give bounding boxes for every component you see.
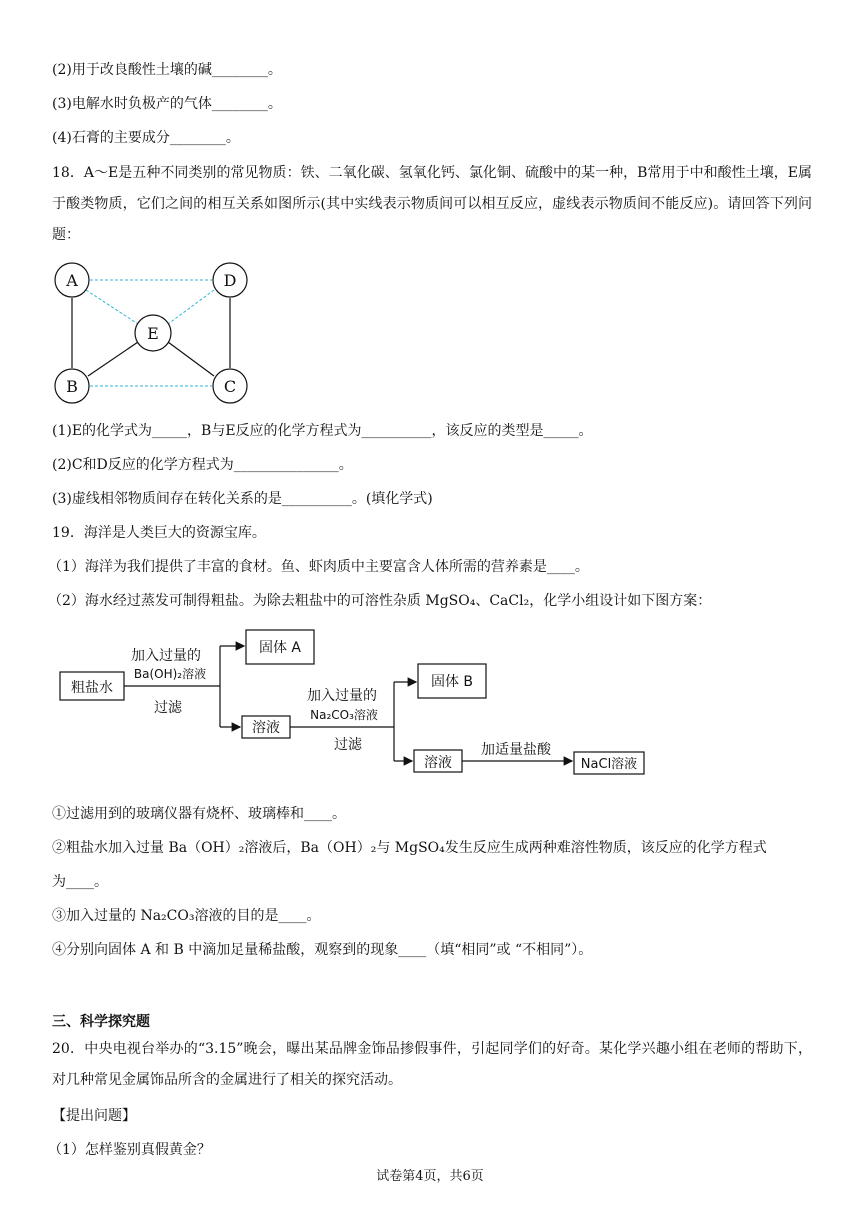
node-d-label: D — [223, 271, 237, 290]
q17-item-4: (4)石膏的主要成分________。 — [52, 130, 240, 146]
q18-sub-2: (2)C和D反应的化学方程式为_______________。 — [52, 457, 353, 473]
flow-step1-top: 加入过量的 — [131, 648, 201, 664]
flow-start-label: 粗盐水 — [71, 680, 113, 696]
q19-c1: ①过滤用到的玻璃仪器有烧杯、玻璃棒和____。 — [52, 806, 346, 822]
flow-solid-b-label: 固体 B — [430, 674, 474, 690]
solid-line-e-c — [168, 342, 214, 376]
q18-stem: 18．A～E是五种不同类别的常见物质：铁、二氧化碳、氢氧化钙、氯化铜、硫酸中的某一种，B常用于中和酸性土壤，E属于酸类物质，它们之间的相互关系如图所示(其中实线表示物质间可以相互反应，虚线表示物质间不能反应)。请回答下列问题： — [52, 165, 812, 243]
q18-relation-diagram — [52, 262, 252, 404]
q19-sub-2: （2）海水经过蒸发可制得粗盐。为除去粗盐中的可溶性杂质 MgSO₄、CaCl₂，化学小组设计如下图方案： — [48, 593, 712, 609]
q19-c2a: ②粗盐水加入过量 Ba（OH）₂溶液后，Ba（OH）₂与 MgSO₄发生反应生成两种难溶性物质，该反应的化学方程式 — [52, 840, 767, 856]
q18-sub-1: (1)E的化学式为_____，B与E反应的化学方程式为__________，该反应的类型是_____。 — [52, 423, 593, 439]
q19-c2b: 为____。 — [52, 874, 108, 890]
q17-item-3: (3)电解水时负极产的气体________。 — [52, 96, 282, 112]
q19-sub-1: （1）海洋为我们提供了丰富的食材。鱼、虾肉质中主要富含人体所需的营养素是____。 — [48, 559, 589, 575]
q19-c3: ③加入过量的 Na₂CO₃溶液的目的是____。 — [52, 908, 321, 924]
q18-sub-3: (3)虚线相邻物质间存在转化关系的是__________。(填化学式) — [52, 491, 433, 507]
node-a-label: A — [66, 271, 78, 290]
q17-item-2: (2)用于改良酸性土壤的碱________。 — [52, 62, 282, 78]
q19-c4: ④分别向固体 A 和 B 中滴加足量稀盐酸，观察到的现象____（填“相同”或 “不相同”）。 — [52, 942, 593, 958]
flow-solid-a-label: 固体 A — [258, 640, 302, 656]
dashed-line-a-e — [86, 290, 138, 324]
flow-solution-2-label: 溶液 — [424, 755, 452, 771]
flow-step1-bottom: 过滤 — [154, 700, 182, 716]
q20-question-1: （1）怎样鉴别真假黄金？ — [48, 1142, 211, 1158]
q19-flow-diagram — [58, 628, 658, 782]
flow-end-label: NaCl溶液 — [580, 757, 638, 772]
page-footer: 试卷第4页，共6页 — [376, 1169, 484, 1184]
flow-step3-label: 加适量盐酸 — [481, 742, 551, 758]
node-b-label: B — [66, 377, 78, 396]
flow-step2-reagent: Na₂CO₃溶液 — [310, 708, 378, 722]
q20-stem: 20．中央电视台举办的“3.15”晚会，曝出某品牌金饰品掺假事件，引起同学们的好奇。某化学兴趣小组在老师的帮助下，对几种常见金属饰品所含的金属进行了相关的探究活动。 — [52, 1041, 812, 1088]
flow-step2-top: 加入过量的 — [307, 688, 377, 704]
solid-line-e-b — [88, 342, 138, 376]
q19-stem: 19．海洋是人类巨大的资源宝库。 — [52, 525, 266, 541]
node-e-label: E — [147, 324, 159, 343]
node-c-label: C — [223, 377, 237, 396]
flow-step1-reagent: Ba(OH)₂溶液 — [133, 667, 207, 681]
section-heading: 三、科学探究题 — [52, 1014, 150, 1030]
flow-step2-bottom: 过滤 — [334, 737, 362, 753]
raise-question-heading: 【提出问题】 — [52, 1108, 136, 1124]
dashed-line-d-e — [168, 290, 214, 324]
flow-solution-1-label: 溶液 — [252, 720, 280, 736]
